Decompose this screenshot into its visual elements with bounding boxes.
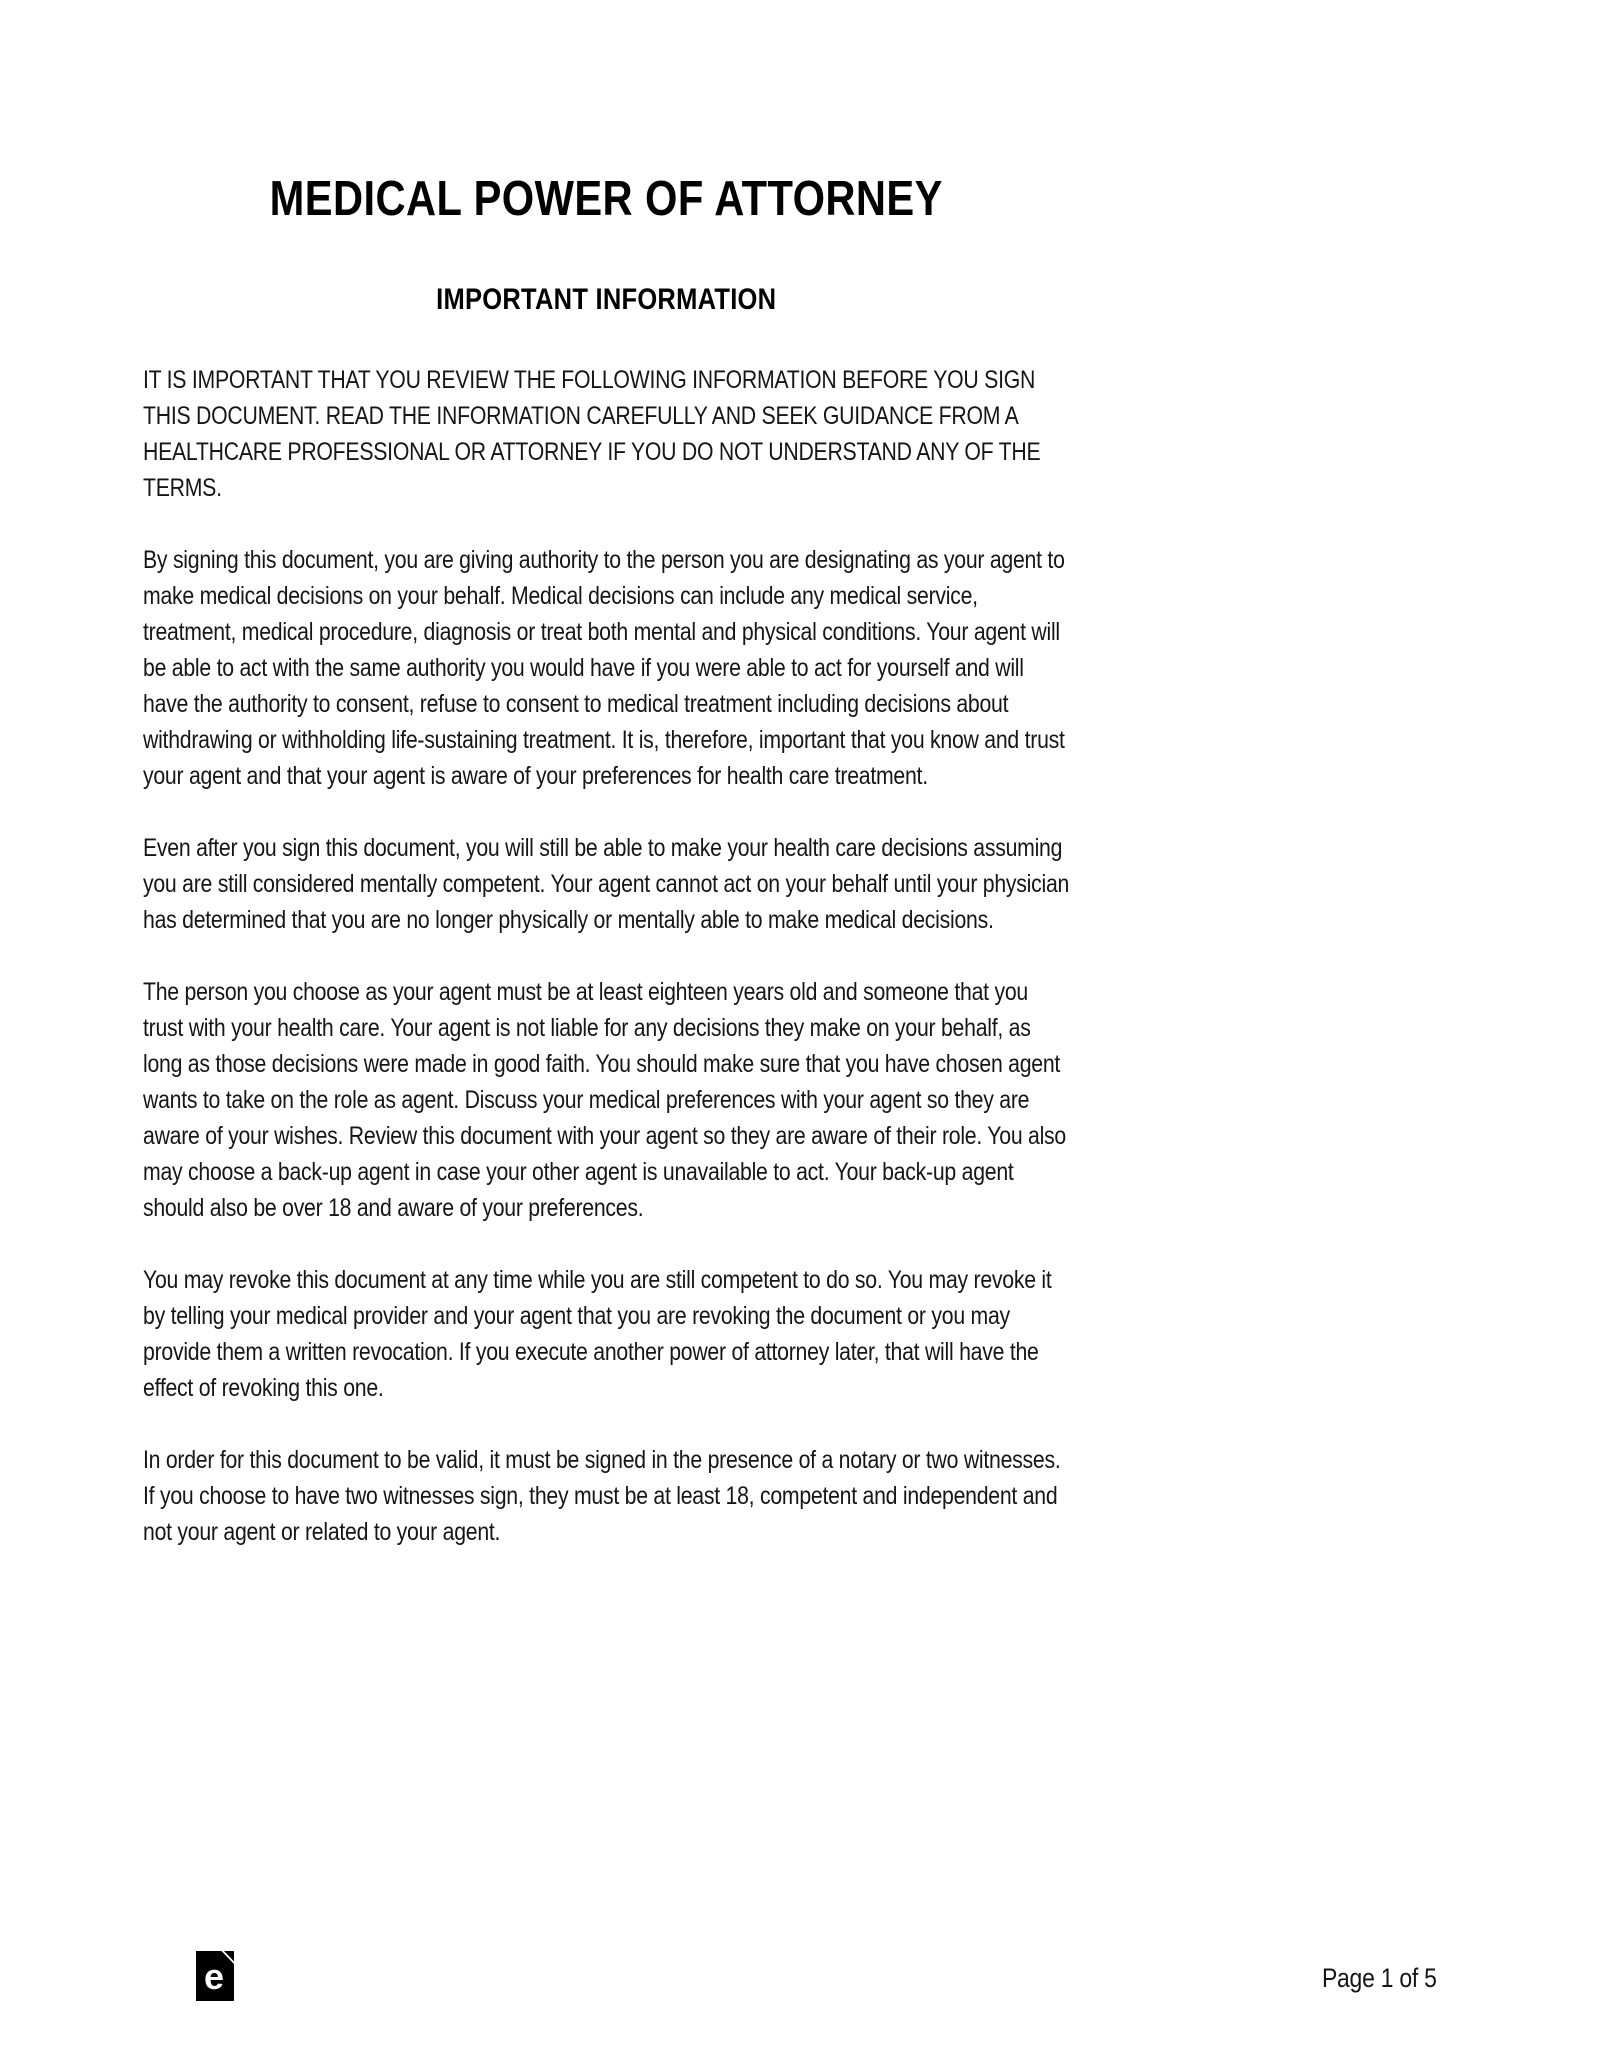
- page-title: MEDICAL POWER OF ATTORNEY: [269, 172, 943, 226]
- logo-letter: e: [203, 1956, 225, 1997]
- paragraph-own-decisions: Even after you sign this document, you will still be able to make your health care decisions assuming you are still considered mentally competent. Your agent cannot act on your behalf until your physician has determined that you are no longer physically or mentally able to make medical decisions.: [143, 834, 1070, 934]
- page-number: Page 1 of 5: [1322, 1963, 1437, 1993]
- paragraph-validity-witnesses: In order for this document to be valid, it must be signed in the presence of a notary or two witnesses. If you choose to have two witnesses sign, they must be at least 18, competent and independent and not your agent or related to your agent.: [143, 1446, 1061, 1546]
- paragraph-review-warning: IT IS IMPORTANT THAT YOU REVIEW THE FOLLOWING INFORMATION BEFORE YOU SIGN THIS DOCUMENT. READ THE INFORMATION CAREFULLY AND SEEK GUIDANCE FROM A HEALTHCARE PROFESSIONAL OR ATTORNEY IF YOU DO NOT UNDERSTAND ANY OF THE TERMS.: [143, 366, 1041, 502]
- document-content: [143, 0, 1070, 1586]
- paragraph-revocation: You may revoke this document at any time while you are still competent to do so. You may revoke it by telling your medical provider and your agent that you are revoking the document or you may provide them a written revocation. If you execute another power of attorney later, that will have the effect of revoking this one.: [143, 1266, 1052, 1402]
- section-heading: IMPORTANT INFORMATION: [436, 283, 777, 316]
- eforms-logo-icon: [196, 1951, 234, 2001]
- paragraph-choosing-agent: The person you choose as your agent must be at least eighteen years old and someone that you trust with your health care. Your agent is not liable for any decisions they make on your behalf, as long as those decisions were made in good faith. You should make sure that you have chosen agent wants to take on the role as agent. Discuss your medical preferences with your agent so they are aware of your wishes. Review this document with your agent so they are aware of their role. You also may choose a back-up agent in case your other agent is unavailable to act. Your back-up agent should also be over 18 and aware of your preferences.: [143, 978, 1066, 1222]
- paragraph-agent-authority: By signing this document, you are giving authority to the person you are designating as your agent to make medical decisions on your behalf. Medical decisions can include any medical service, treatment, medical procedure, diagnosis or treat both mental and physical conditions. Your agent will be able to act with the same authority you would have if you were able to act for yourself and will have the authority to consent, refuse to consent to medical treatment including decisions about withdrawing or withholding life-sustaining treatment. It is, therefore, important that you know and trust your agent and that your agent is aware of your preferences for health care treatment.: [143, 546, 1065, 790]
- document-fold-icon: [196, 1951, 234, 2001]
- body-copy: [143, 362, 1070, 1550]
